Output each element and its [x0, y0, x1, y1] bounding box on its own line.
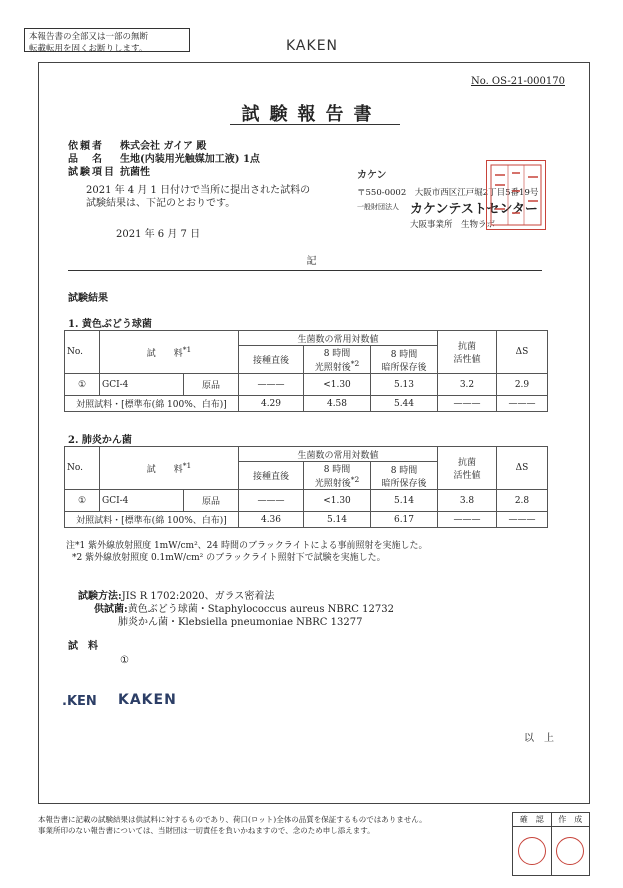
confirm-seal-icon: [518, 837, 546, 865]
table-row: 対照試料・[標準布(綿 100%、白布)] 4.36 5.14 6.17 ——— ———: [65, 512, 548, 528]
ki-mark: 記: [306, 256, 317, 267]
footnotes: 注*1 紫外線放射照度 1mW/cm²、24 時間のブラックライトによる事前照射を実施した。 *2 紫外線放射照度 0.1mW/cm² のブラックライト照射下で試験を実施した。: [66, 541, 428, 563]
copyright-notice: [24, 28, 190, 52]
intro-text: 2021 年 4 月 1 日付けで当所に提出された試料の 試験結果は、下記のとおりです。: [86, 185, 311, 209]
sample-label: 試 料: [68, 641, 98, 652]
official-seal-icon: [486, 160, 546, 230]
create-seal-icon: [556, 837, 584, 865]
disclaimer-footer: 本報告書に記載の試験結果は供試料に対するものであり、荷口(ロット)全体の品質を保証するものではありません。 事業所印のない報告書については、当財団は一切責任を負いかねますので、念のため申し添えます。: [38, 815, 427, 835]
col-group: 生菌数の常用対数値: [239, 331, 438, 346]
document-number: No. OS-21-000170: [470, 76, 565, 87]
org-office: 大阪事業所 生物ラボ: [410, 220, 496, 230]
section2-title: 2. 肺炎かん菌: [68, 435, 132, 446]
results-heading: 試験結果: [68, 293, 108, 304]
org-name: カケンテストセンター: [410, 202, 538, 217]
test-strains: 供試菌:黄色ぶどう球菌・Staphylococcus aureus NBRC 12732 肺炎かん菌・Klebsiella pneumoniae NBRC 13277: [94, 604, 394, 628]
kaken-watermark: KAKEN: [118, 692, 177, 708]
col-c1: 接種直後: [239, 346, 304, 374]
divider: [68, 270, 542, 271]
results-table-2: No. 試 料$^{*1}$ 生菌数の常用対数値 抗菌 活性値 ΔS 接種直後 8 時間 光照射後$^{*2}$ 8 時間 暗所保存後 ① GCI-4 原品 ——— <1.30 5.14 3.8 2.8 対照試料・[標準布(綿 100%、白布)] 4.36 5.14 6.17 ——— ———: [64, 446, 548, 528]
test-item-row: 試験項目 抗菌性: [68, 167, 150, 178]
col-sample: 試 料$^{*1}$: [100, 331, 239, 374]
approval-box: 確 認 作 成: [512, 812, 590, 876]
item-row: 品 名 生地(内装用光触媒加工液) 1点: [68, 154, 260, 165]
title-underline: [230, 124, 400, 125]
org-prefix: 一般財団法人: [357, 203, 399, 211]
org-postal: 〒550-0002 大阪市西区江戸堀2丁目5番19号: [357, 188, 539, 198]
section1-title: 1. 黄色ぶどう球菌: [68, 319, 152, 330]
test-method: 試験方法:JIS R 1702:2020、ガラス密着法: [78, 591, 275, 602]
table-row: 対照試料・[標準布(綿 100%、白布)] 4.29 4.58 5.44 ——— ———: [65, 396, 548, 412]
kaken-watermark-cut: .KEN: [62, 694, 97, 709]
results-table-1: [64, 330, 548, 412]
col-c2: 8 時間 光照射後$^{*2}$: [304, 346, 371, 374]
col-no: No.: [65, 331, 100, 374]
table-row: ① GCI-4 原品 ——— <1.30 5.13 3.2 2.9: [65, 374, 548, 396]
end-mark: 以 上: [524, 733, 554, 744]
report-date: 2021 年 6 月 7 日: [116, 229, 201, 240]
notice-line: 本報告書の全部又は一部の無断: [29, 32, 149, 42]
org-logo: カケン: [357, 170, 387, 181]
client-row: 依頼者 株式会社 ガイア 殿: [68, 141, 207, 152]
notice-line: 転載転用を固くお断りします。: [29, 44, 148, 54]
col-activity: 抗菌 活性値: [438, 331, 497, 374]
col-ds: ΔS: [497, 331, 548, 374]
report-title: 試験報告書: [241, 104, 382, 125]
seal-pattern-icon: [487, 161, 545, 229]
sample-mark: ①: [120, 655, 129, 666]
col-c3: 8 時間 暗所保存後: [371, 346, 438, 374]
table-row: ① GCI-4 原品 ——— <1.30 5.14 3.8 2.8: [65, 490, 548, 512]
brand-header: KAKEN: [286, 38, 339, 54]
